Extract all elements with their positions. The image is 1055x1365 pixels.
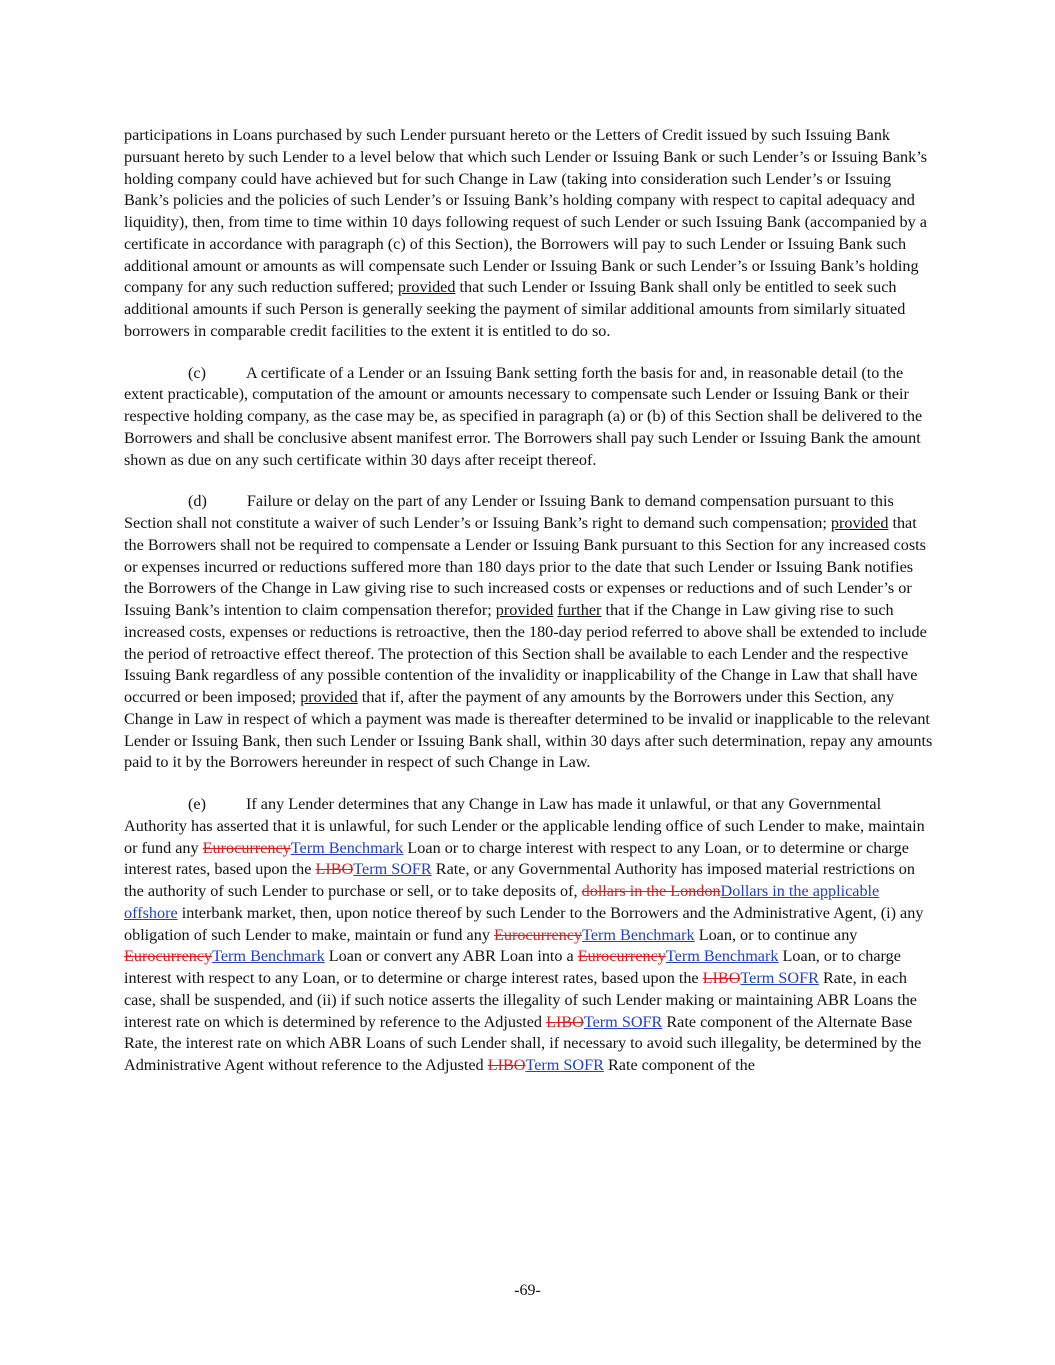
text-run: Failure or delay on the part of any Lender or Issuing Bank to demand compensation pursuant to this Section shall not constitute a waiver of such Lender’s or Issuing Bank’s right to demand such compensation; (124, 492, 894, 532)
document-page (124, 125, 934, 1097)
text-run: Loan, or to charge interest with respect to any Loan, or to determine or charge interest rates, based upon the (124, 947, 901, 987)
paragraph-label: (c) (188, 363, 206, 382)
deleted-text: LIBO (546, 1012, 584, 1031)
text-run: participations in Loans purchased by such Lender pursuant hereto or the Letters of Credit issued by such Issuing Bank pursuant hereto by such Lender to a level below that which such Lender or Issuing Bank or such Lender’s or Issuing Bank’s holding company could have achieved but for such Change in Law (taking into consideration such Lender’s or Issuing Bank’s policies and the policies of such Lender’s or Issuing Bank’s holding company with respect to capital adequacy and liquidity), then, from time to time within 10 days following request of such Lender or such Issuing Bank (accompanied by a certificate in accordance with paragraph (c) of this Section), the Borrowers will pay to such Lender or Issuing Bank such additional amount or amounts as will compensate such Lender or Issuing Bank or such Lender’s or Issuing Bank’s holding company for any such reduction suffered; (124, 126, 928, 297)
inserted-text: Term Benchmark (290, 838, 404, 857)
inserted-text: Term Benchmark (212, 947, 325, 966)
underlined-term: further (557, 601, 602, 619)
text-run: Rate, in each case, shall be suspended, and (ii) if such notice asserts the illegality of such Lender making or maintaining ABR Loans the interest rate on which is determined by reference to the Adjusted (124, 969, 917, 1031)
paragraph-c (124, 363, 934, 472)
underlined-term: provided (830, 514, 889, 532)
deleted-text: Eurocurrency (577, 947, 666, 966)
paragraph-label: (e) (188, 795, 206, 813)
inserted-text: Term SOFR (583, 1012, 663, 1031)
text-run: that the Borrowers shall not be required to compensate a Lender or Issuing Bank pursuant to this Section for any increased costs or expenses incurred or reductions suffered more than 180 days prior to the date that such Lender or Issuing Bank notifies the Borrowers of the Change in Law giving rise to such increased costs or expenses or reductions and of such Lender’s or Issuing Bank’s intention to claim compensation therefor; (124, 514, 926, 619)
page-number: -69- (514, 1282, 541, 1299)
text-run: A certificate of a Lender or an Issuing Bank setting forth the basis for and, in reasonable detail (to the extent practicable), computation of the amount or amounts necessary to compensate such Lender or Issuing Bank or their respective holding company, as the case may be, as specified in paragraph (a) or (b) of this Section shall be delivered to the Borrowers and shall be conclusive absent manifest error. The Borrowers shall pay such Lender or Issuing Bank the amount shown as due on any such certificate within 30 days after receipt thereof. (124, 363, 923, 469)
inserted-text: Term SOFR (353, 860, 432, 879)
text-run: Rate component of the Alternate Base Rate, the interest rate on which ABR Loans of such Lender shall, if necessary to avoid such illegality, be determined by the Administrative Agent without reference to the Adjusted (124, 1012, 922, 1074)
deleted-text: LIBO (487, 1056, 526, 1074)
text-run: Loan, or to continue any (694, 925, 858, 944)
deleted-text: dollars in the London (581, 882, 721, 900)
inserted-text: Term Benchmark (582, 925, 695, 944)
text-run: Loan or to charge interest with respect to any Loan, or to determine or charge interest rates, based upon the (124, 838, 909, 879)
deleted-text: LIBO (702, 969, 741, 987)
text-run: Rate component of the (603, 1056, 755, 1074)
underlined-term: provided (495, 601, 554, 619)
text-run: that such Lender or Issuing Bank shall only be entitled to seek such additional amounts if such Person is generally seeking the payment of similar additional amounts from similarly situated borrowers in comparable credit facilities to the extent it is entitled to do so. (124, 278, 906, 340)
text-run: that if the Change in Law giving rise to such increased costs, expenses or reductions is retroactive, then the 180-day period referred to above shall be extended to include the period of retroactive effect thereof. The protection of this Section shall be available to each Lender and the respective Issuing Bank regardless of any possible contention of the invalidity or inapplicability of the Change in Law that shall have occurred or been imposed; (124, 601, 927, 706)
paragraph-d (124, 491, 934, 774)
text-run: If any Lender determines that any Change in Law has made it unlawful, or that any Governmental Authority has asserted that it is unlawful, for such Lender or the applicable lending office of such Lender to make, maintain or fund any (124, 795, 925, 857)
paragraph-e (124, 794, 934, 1077)
underlined-term: provided (300, 688, 358, 706)
inserted-text: Term Benchmark (665, 947, 779, 966)
deleted-text: Eurocurrency (124, 947, 213, 966)
inserted-text: Term SOFR (525, 1056, 604, 1074)
inserted-text: Dollars in the applicable offshore (124, 882, 880, 922)
text-run: Loan or convert any ABR Loan into a (324, 947, 578, 966)
paragraph-label: (d) (188, 492, 207, 511)
paragraph-continuation (124, 125, 934, 343)
deleted-text: Eurocurrency (493, 925, 583, 944)
text-run: that if, after the payment of any amounts by the Borrowers under this Section, any Change in Law in respect of which a payment was made is thereafter determined to be invalid or inapplicable to the relevant Lender or Issuing Bank, then such Lender or Issuing Bank shall, within 30 days after such determination, repay any amounts paid to it by the Borrowers hereunder in respect of such Change in Law. (124, 688, 933, 772)
deleted-text: Eurocurrency (202, 838, 291, 857)
inserted-text: Term SOFR (740, 969, 819, 987)
deleted-text: LIBO (315, 860, 354, 879)
text-run: interbank market, then, upon notice thereof by such Lender to the Borrowers and the Administrative Agent, (i) any obligation of such Lender to make, maintain or fund any (124, 903, 924, 944)
underlined-term: provided (397, 278, 456, 297)
text-run: Rate, or any Governmental Authority has imposed material restrictions on the authority of such Lender to purchase or sell, or to take deposits of, (124, 860, 915, 900)
